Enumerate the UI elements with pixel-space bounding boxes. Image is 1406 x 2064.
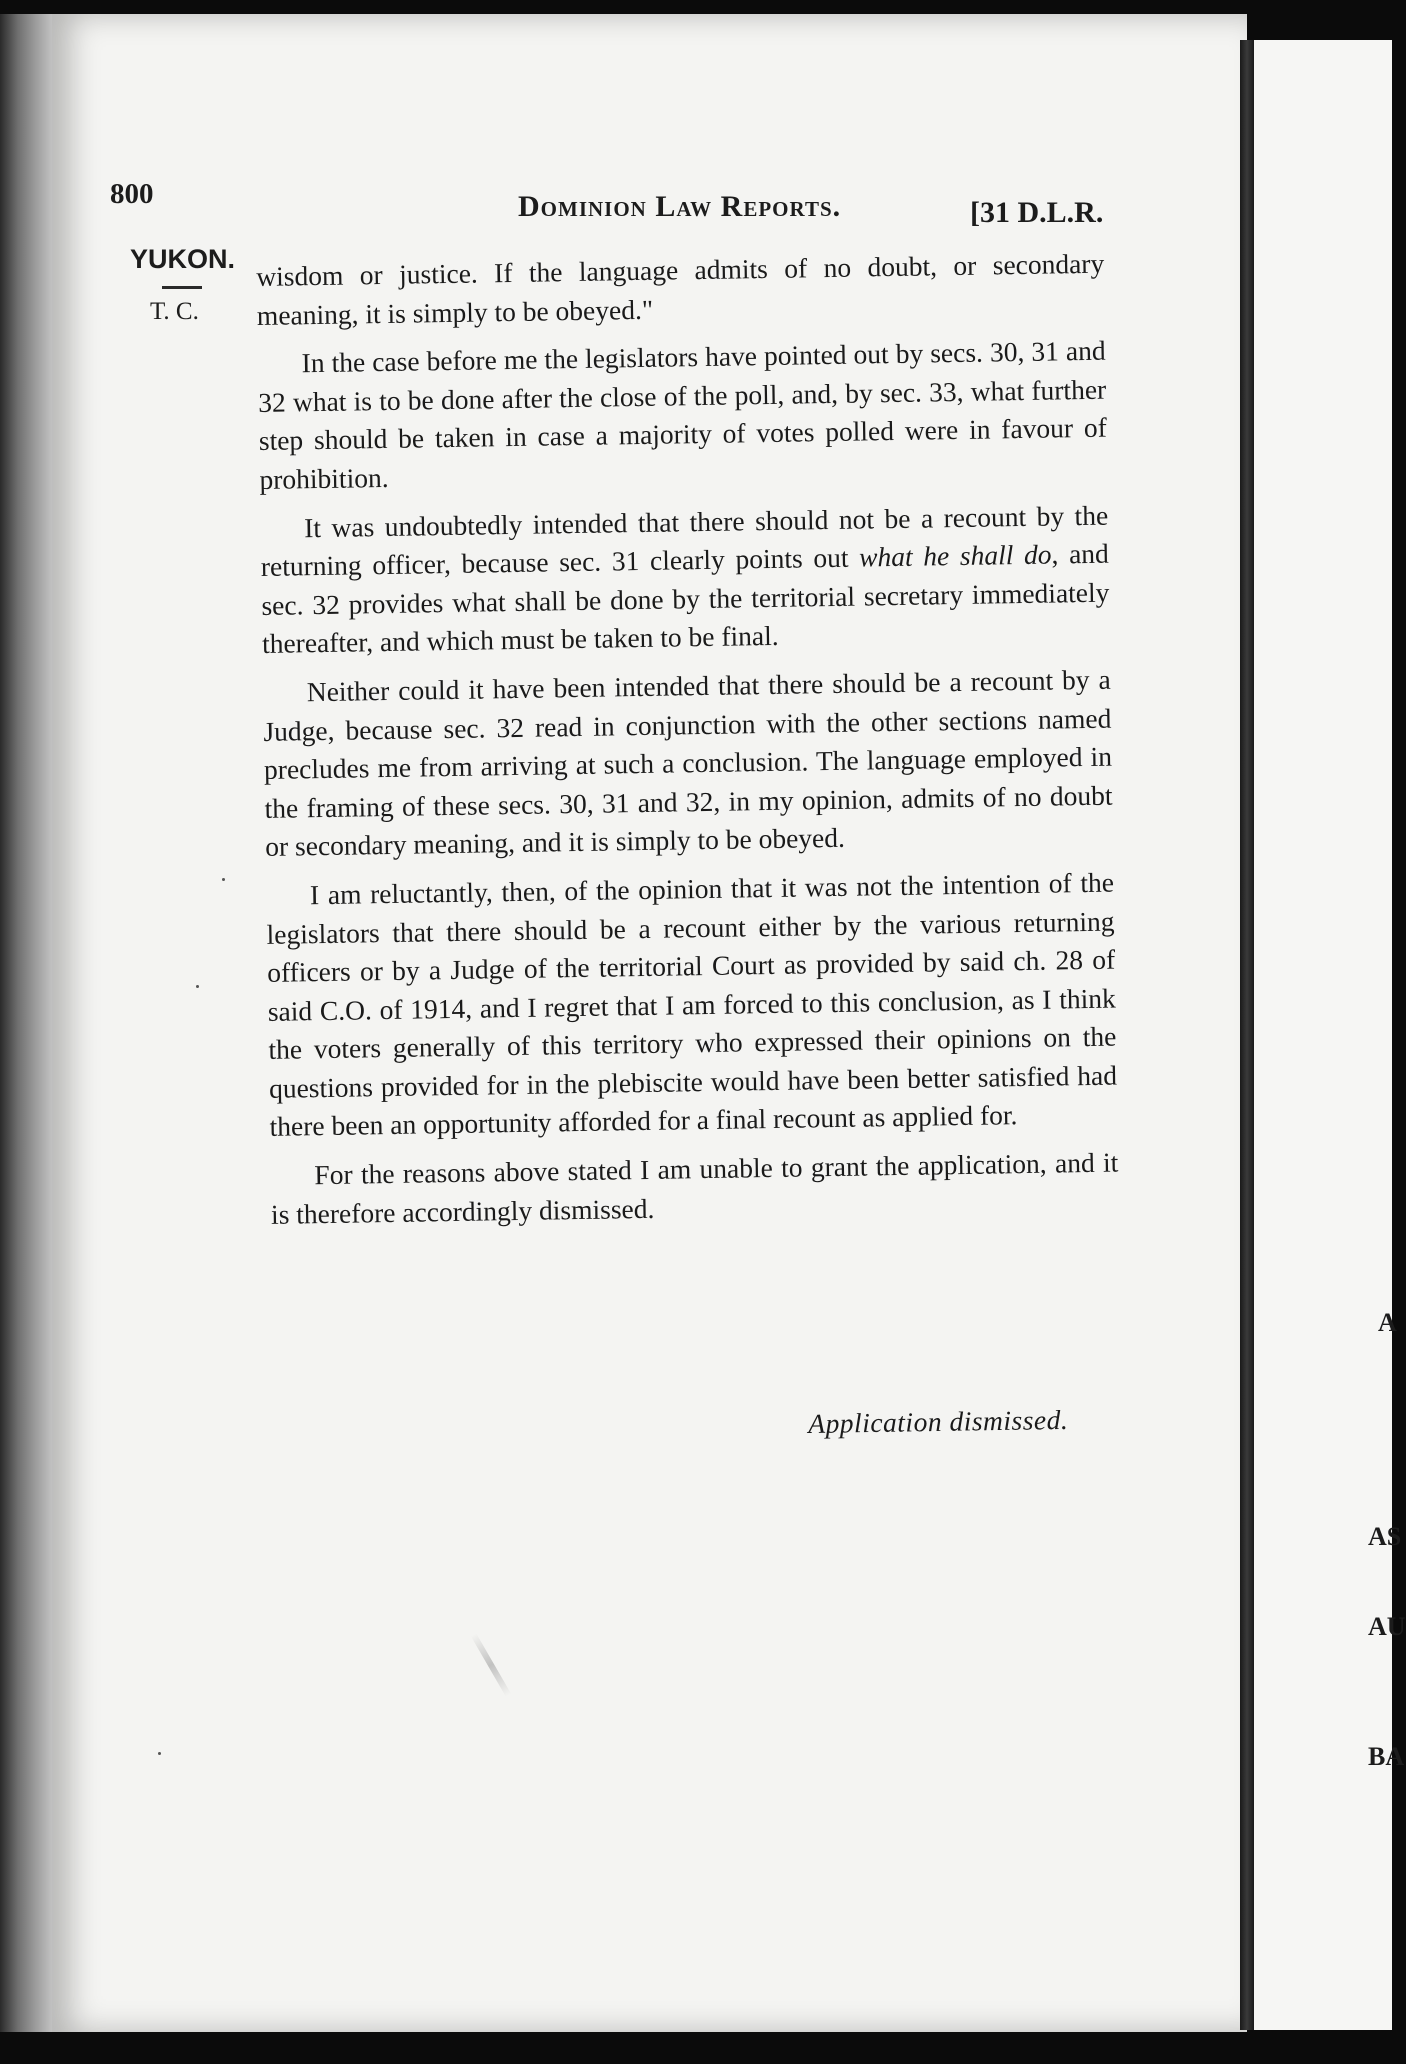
scan-top-border [0, 0, 1392, 14]
paragraph: In the case before me the legislators have pointed out by secs. 30, 31 and 32 what is to be done after the close of the poll, and, by sec. 33, what further step should be taken in case a majority of votes polled were in favour of prohibition. [258, 334, 1108, 495]
right-page-edge [1254, 40, 1406, 2030]
italic-phrase: what he shall do [858, 538, 1052, 573]
judgment-text [256, 245, 1119, 1244]
volume-reference: [31 D.L.R. [970, 196, 1104, 229]
scan-bottom-border [0, 2032, 1392, 2064]
right-page-fragment: AS [1368, 1522, 1402, 1551]
margin-court-name: YUKON. [130, 244, 236, 274]
disposition: Application dismissed. [808, 1403, 1069, 1439]
paragraph: I am reluctantly, then, of the opinion that it was not the intention of the legislators that there should be a recount either by the various returning officers or by a Judge of the territorial Court as provided by said ch. 28 of said C.O. of 1914, and I regret that I am forced to this conclusion, as I think the voters generally of this territory who expressed their opinions on the questions provided for in the plebiscite would have been better satisfied had there been an opportunity afforded for a final recount as applied for. [266, 866, 1118, 1143]
scan-speck [196, 985, 199, 988]
paragraph: Neither could it have been intended that there should be a recount by a Judge, because sec. 32 read in conjunction with the other sections named precludes me from arriving at such a conclusion. The language employed in the framing of these secs. 30, 31 and 32, in my opinion, admits of no doubt or secondary meaning, and it is simply to be obeyed. [263, 663, 1113, 863]
scan-speck [158, 1752, 161, 1755]
paragraph: wisdom or justice. If the language admits of no doubt, or secondary meaning, it is simply to be obeyed." [256, 247, 1105, 331]
page-number: 800 [110, 178, 154, 210]
right-page-fragment: AU [1368, 1612, 1406, 1641]
paragraph: For the reasons above stated I am unable to grant the application, and it is therefore accordingly dismissed. [270, 1146, 1119, 1230]
right-page-fragment: A [1378, 1308, 1397, 1337]
page-fold [1240, 40, 1254, 2030]
book-binding-gutter [0, 14, 58, 2032]
paragraph-text: , and sec. 32 provides what shall be done by the territorial secretary immediately thereafter, and which must be taken to be final. [261, 537, 1110, 660]
paragraph-text: It was undoubtedly intended that there should not be a recount by the returning officer, because sec. 31 clearly points out [260, 499, 1109, 583]
running-head: Dominion Law Reports. [518, 190, 842, 223]
paragraph [260, 496, 1110, 664]
margin-court-abbrev: T. C. [150, 298, 199, 325]
right-page-fragment: BA [1368, 1742, 1405, 1771]
margin-divider [162, 286, 202, 289]
scan-speck [222, 878, 225, 881]
